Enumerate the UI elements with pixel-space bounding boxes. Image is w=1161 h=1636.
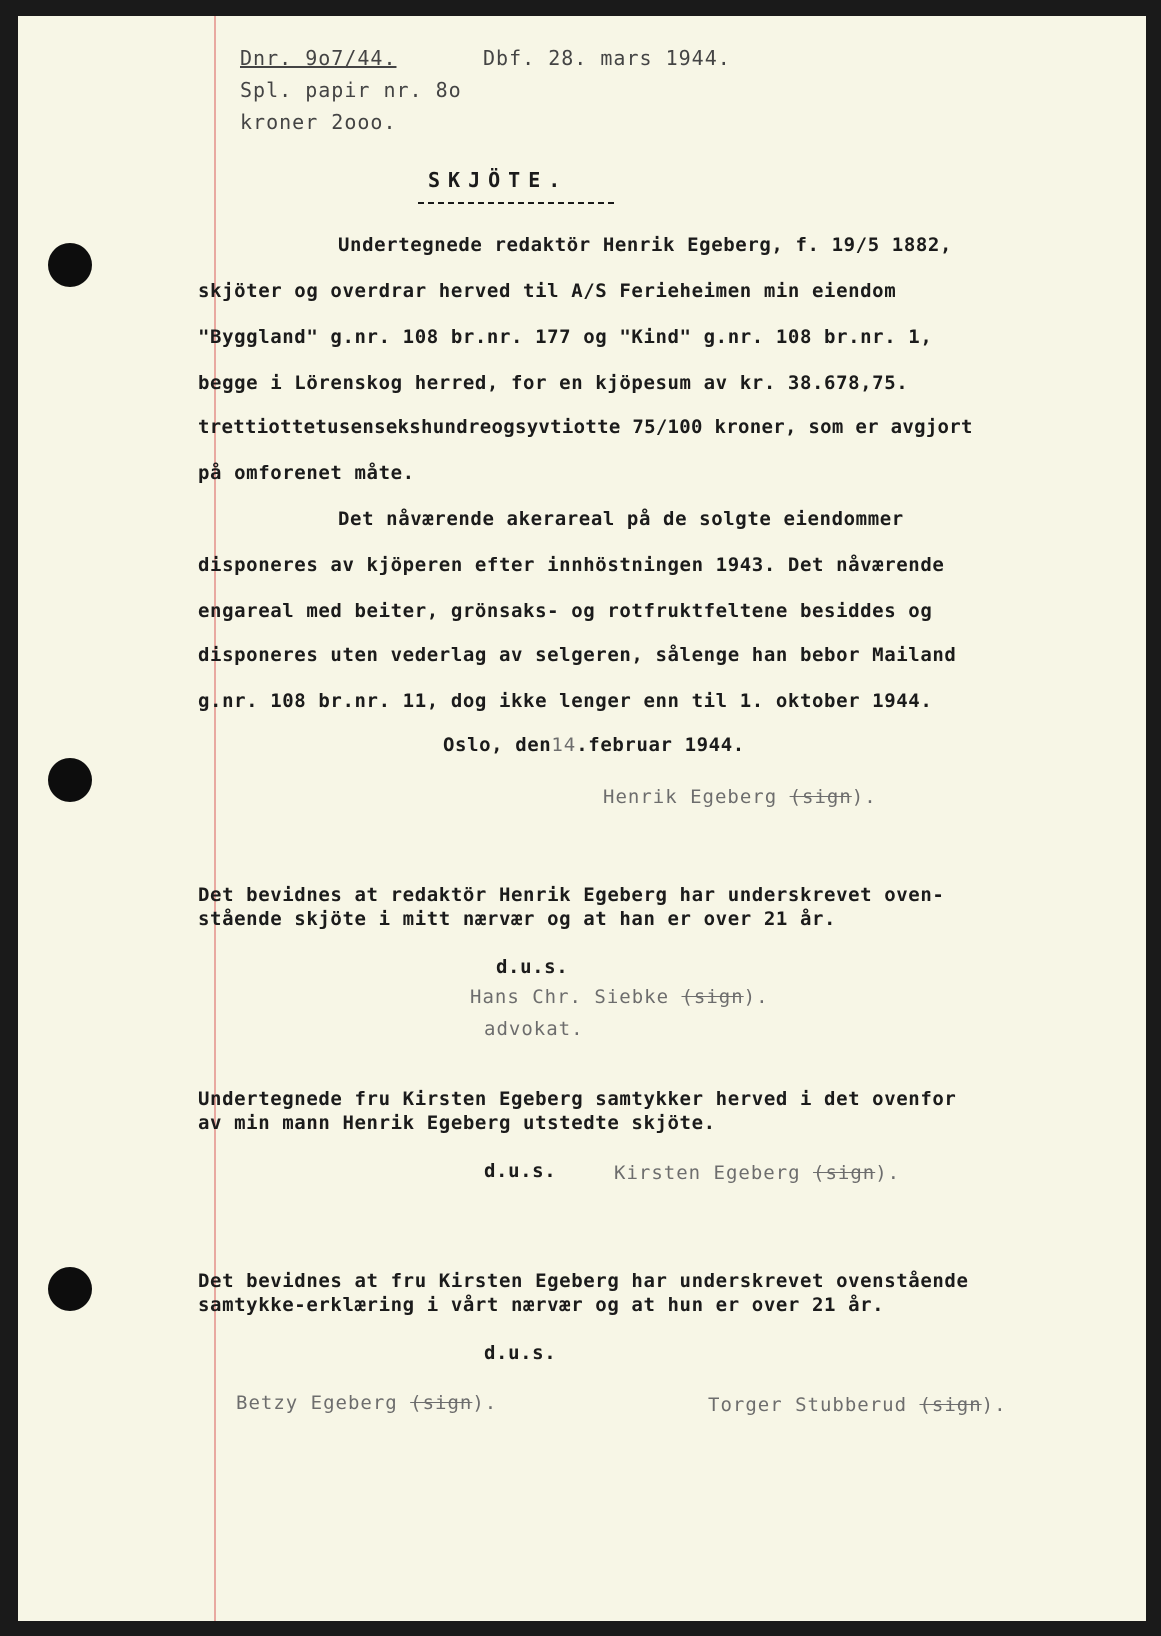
signature-torger xyxy=(708,1394,1007,1416)
body-line: skjöter og overdrar herved til A/S Ferieheimen min eiendom xyxy=(198,280,897,302)
signature-henrik xyxy=(603,786,877,808)
signature-name: Betzy Egeberg xyxy=(236,1392,411,1414)
body-line: på omforenet måte. xyxy=(198,462,415,484)
signature-end: ). xyxy=(875,1162,901,1184)
body-line: disponeres av kjöperen efter innhöstningen 1943. Det nåværende xyxy=(198,554,945,576)
place-date-suffix: .februar 1944. xyxy=(576,734,745,756)
signature-betzy xyxy=(236,1392,497,1414)
witness2-dus: d.u.s. xyxy=(484,1342,557,1364)
signature-end: ). xyxy=(851,786,877,808)
signature-kirsten xyxy=(614,1162,900,1184)
witness1-line: Det bevidnes at redaktör Henrik Egeberg har underskrevet oven- xyxy=(198,884,945,906)
title-underline xyxy=(418,202,614,204)
header-kroner: kroner 2ooo. xyxy=(240,110,397,134)
place-date xyxy=(443,734,745,756)
header-papir: Spl. papir nr. 8o xyxy=(240,78,462,102)
signature-name: Torger Stubberud xyxy=(708,1394,920,1416)
witness2-line: samtykke-erklæring i vårt nærvær og at hun er over 21 år. xyxy=(198,1294,885,1316)
body-line: Det nåværende akerareal på de solgte eiendommer xyxy=(338,508,904,530)
red-margin-line xyxy=(214,16,216,1621)
header-dnr: Dnr. 9o7/44. xyxy=(240,46,397,70)
signature-sign: (sign xyxy=(813,1162,876,1184)
consent-line: Undertegnede fru Kirsten Egeberg samtykker herved i det ovenfor xyxy=(198,1088,957,1110)
body-line: g.nr. 108 br.nr. 11, dog ikke lenger enn til 1. oktober 1944. xyxy=(198,690,933,712)
punch-hole-top xyxy=(48,243,92,287)
place-date-day: 14 xyxy=(551,734,577,756)
signature-sign: (sign xyxy=(919,1394,982,1416)
signature-end: ). xyxy=(472,1392,498,1414)
place-date-prefix: Oslo, den xyxy=(443,734,552,756)
punch-hole-middle xyxy=(48,758,92,802)
punch-hole-bottom xyxy=(48,1267,92,1311)
body-line: engareal med beiter, grönsaks- og rotfruktfeltene besiddes og xyxy=(198,600,933,622)
body-line: "Byggland" g.nr. 108 br.nr. 177 og "Kind" g.nr. 108 br.nr. 1, xyxy=(198,326,933,348)
consent-dus: d.u.s. xyxy=(484,1160,557,1182)
witness1-title: advokat. xyxy=(484,1018,584,1040)
header-dbf: Dbf. 28. mars 1944. xyxy=(483,46,731,70)
witness2-line: Det bevidnes at fru Kirsten Egeberg har underskrevet ovenstående xyxy=(198,1270,969,1292)
body-line: disponeres uten vederlag av selgeren, sålenge han bebor Mailand xyxy=(198,644,957,666)
signature-end: ). xyxy=(981,1394,1007,1416)
document-page xyxy=(18,16,1146,1621)
consent-line: av min mann Henrik Egeberg utstedte skjöte. xyxy=(198,1112,716,1134)
document-title: SKJÖTE. xyxy=(428,168,569,192)
signature-siebke xyxy=(470,986,769,1008)
witness1-line: stående skjöte i mitt nærvær og at han er over 21 år. xyxy=(198,908,837,930)
body-line: trettiottetusensekshundreogsyvtiotte 75/100 kroner, som er avgjort xyxy=(198,416,973,438)
body-line: Undertegnede redaktör Henrik Egeberg, f. 19/5 1882, xyxy=(338,234,952,256)
signature-sign: (sign xyxy=(681,986,744,1008)
signature-name: Henrik Egeberg xyxy=(603,786,790,808)
signature-name: Kirsten Egeberg xyxy=(614,1162,814,1184)
signature-sign: (sign xyxy=(410,1392,473,1414)
signature-name: Hans Chr. Siebke xyxy=(470,986,682,1008)
witness1-dus: d.u.s. xyxy=(496,956,569,978)
signature-end: ). xyxy=(743,986,769,1008)
body-line: begge i Lörenskog herred, for en kjöpesum av kr. 38.678,75. xyxy=(198,372,909,394)
signature-sign: (sign xyxy=(789,786,852,808)
